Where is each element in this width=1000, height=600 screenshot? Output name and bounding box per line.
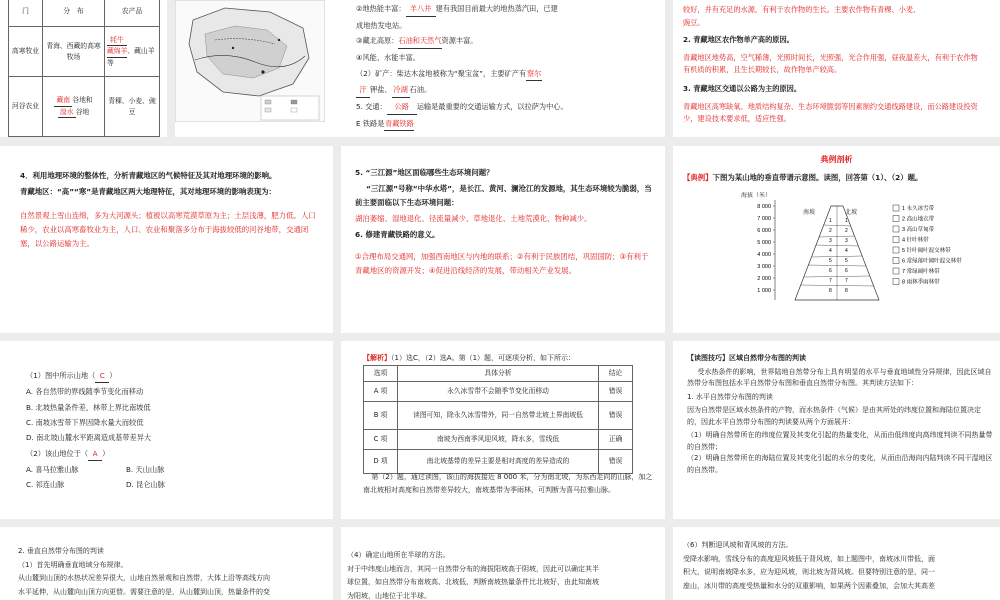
body-heading: （6）判断迎风坡和背风坡的方法。 bbox=[683, 541, 793, 549]
legend-label: 7 常绿阔叶林带 bbox=[902, 269, 940, 275]
answer-blank: 冷湖 bbox=[392, 83, 410, 98]
cell-header-dist: 分 布 bbox=[43, 0, 105, 27]
zone-number: 4 bbox=[829, 248, 832, 254]
map-graphic bbox=[175, 0, 325, 122]
legend-swatch bbox=[893, 258, 899, 264]
zone-number: 3 bbox=[829, 238, 832, 244]
zone-number: 7 bbox=[829, 278, 832, 284]
table-header: 具体分析 bbox=[398, 366, 599, 382]
table-cell: C 项 bbox=[364, 429, 398, 449]
slide-9[interactable] bbox=[673, 341, 1000, 519]
table-cell: 错误 bbox=[599, 449, 633, 473]
table-cell: 错误 bbox=[599, 401, 633, 429]
body-text: 受降水影响，雪线分布的高度迎风坡低于背风坡，如上题图中，南坡冰川带低，面 bbox=[683, 554, 935, 563]
legend-swatch bbox=[893, 279, 899, 285]
answer-text: ①合理布局交通网，加强西南地区与内地的联系；②有利于民族团结，巩固国防；③有利于青藏地区的资源开发；④促进沿线经济的发展，带动相关产业发展。 bbox=[355, 252, 649, 276]
legend-label: 3 高山草甸带 bbox=[902, 227, 935, 233]
text-line: 资源丰富。 bbox=[441, 36, 478, 46]
cell-text: 谷地和 bbox=[72, 95, 93, 104]
question-text: ） bbox=[102, 448, 110, 458]
legend-label: 8 雨林季雨林带 bbox=[902, 279, 940, 286]
body-heading: 2. 垂直自然带分布图的判读 bbox=[18, 547, 104, 555]
table-cell: 错误 bbox=[599, 381, 633, 401]
body-text: （2）明确自然带所在的海陆位置及其变化引起的水分的变化，从而由沿海向内陆判读不同干湿地区的自然带。 bbox=[687, 454, 993, 474]
cell-text: 谷地 bbox=[75, 107, 90, 116]
body-text: 受水热条件的影响，世界陆地自然带分布上具有明显的水平与垂直地域性分异规律，因此区域自然带分布图包括水平自然带分布图和垂直自然带分布图。其判读方法如下： bbox=[687, 367, 992, 388]
zone-number: 3 bbox=[845, 238, 848, 244]
y-tick-label: 1 000 bbox=[757, 288, 771, 294]
cell-header-prod: 农产品 bbox=[105, 0, 160, 27]
body-text: 为阳坡，山地位于北半球。 bbox=[347, 591, 431, 600]
north-slope-label: 北坡 bbox=[845, 210, 858, 216]
table-header: 结论 bbox=[599, 366, 633, 382]
legend-label: 6 常绿落叶阔叶混交林带 bbox=[902, 258, 962, 265]
question-text: （2）该山地位于（ bbox=[26, 448, 89, 458]
zone-number: 7 bbox=[845, 278, 848, 284]
body-text: （1）明确自然带所在的纬度位置及其变化引起的热量变化，从而由低纬度向高纬度判读不同热量带的自然带； bbox=[687, 431, 993, 451]
y-tick-label: 7 000 bbox=[757, 216, 771, 222]
text-line: 5. 交通： bbox=[356, 102, 387, 112]
option-d: D. 南北坡山麓水平距离造成基带差异大 bbox=[26, 433, 152, 443]
y-axis-label: 海拔（米） bbox=[741, 193, 772, 199]
text-line: 成地热发电站。 bbox=[356, 20, 407, 30]
legend-swatch bbox=[893, 226, 899, 232]
zone-number: 8 bbox=[829, 288, 832, 294]
table-cell: A 项 bbox=[364, 381, 398, 401]
body-text: 因为自然带是区域水热条件的产物，而水热条件（气候）是由其所处的纬度位置和海陆位置决定的，因此水平自然带分布图的判读要从两个方面展开： bbox=[687, 406, 981, 426]
cell-dist: 青海、西藏的高寒牧场 bbox=[43, 27, 105, 77]
y-tick-label: 6 000 bbox=[757, 228, 771, 234]
slide-8[interactable] bbox=[341, 341, 665, 519]
body-text: 对于中纬度山地而言，其同一自然带分布的海拔阳坡高于阴坡，因此可以确定其半 bbox=[347, 564, 599, 573]
legend-swatch bbox=[893, 247, 899, 253]
answer-text: 青藏地区高寒缺氧、地质结构复杂、生态环境脆弱等因素制约交通线路建设，而公路建设投资少，建设技术要求低，适应性强。 bbox=[683, 101, 978, 124]
legend-label: 5 针叶阔叶混交林带 bbox=[902, 248, 951, 254]
legend-swatch bbox=[893, 237, 899, 243]
y-tick-label: 2 000 bbox=[757, 276, 771, 282]
legend bbox=[893, 204, 962, 286]
text-line: ③藏北高原： bbox=[356, 36, 399, 46]
analysis-tag: 【解析】 bbox=[363, 354, 391, 362]
cell-type: 高寒牧业 bbox=[9, 27, 43, 77]
question-text: 下图为某山地的垂直带谱示意图。读图，回答第（1）、（2）题。 bbox=[712, 173, 923, 182]
slide-3[interactable] bbox=[673, 0, 1000, 137]
answer-blank: 石油和天然气 bbox=[398, 34, 441, 49]
zone-number: 2 bbox=[845, 228, 848, 234]
question-heading: 5. “三江源”地区面临哪些生态环境问题？ bbox=[355, 168, 494, 177]
body-text: 球位置，如自然带分布南坡高、北坡低，判断南坡热量条件比北坡好，由此知南坡 bbox=[347, 578, 599, 587]
cell-header-type: 门 bbox=[9, 0, 43, 27]
slide-2[interactable] bbox=[175, 0, 665, 137]
slide-11[interactable] bbox=[341, 527, 665, 600]
answer-choice: A bbox=[88, 447, 102, 461]
body-text: （1）首先明确垂直地域分布规律。 bbox=[18, 560, 128, 569]
option-b: B. 天山山脉 bbox=[126, 464, 165, 474]
example-tag: 【典例】 bbox=[683, 173, 713, 182]
cell-type: 河谷农业 bbox=[9, 77, 43, 137]
option-c: C. 南坡冰雪带下界因降水量大而较低 bbox=[26, 417, 144, 427]
agriculture-table bbox=[8, 0, 160, 137]
text-line: 石油。 bbox=[409, 85, 432, 95]
option-a: A. 各自然带的界线随季节变化而移动 bbox=[26, 387, 144, 397]
question-heading: 3. 青藏地区交通以公路为主的原因。 bbox=[683, 83, 802, 93]
table-cell: 南坡为西南季风迎风坡，降水多，雪线低 bbox=[398, 429, 599, 449]
zone-number: 1 bbox=[829, 218, 832, 224]
question-heading: 4．利用地理环境的整体性，分析青藏地区的气候特征及其对地理环境的影响。 bbox=[20, 171, 277, 180]
question-desc: “三江源”号称“中华水塔”，是长江、黄河、澜沧江的发源地，其生态环境较为脆弱，当前主要面临以下生态环境问题： bbox=[355, 184, 652, 208]
answer-text: 较好，并有充足的水源，有利于农作物的生长。主要农作物有青稞、小麦、 bbox=[683, 5, 921, 14]
body-text: 水平延伸，从山麓向山顶方向更替。需要注意的是，从山麓到山顶，热量条件的变 bbox=[18, 587, 270, 596]
table-header: 选项 bbox=[364, 366, 398, 382]
option-b: B. 北坡热量条件差，林带上界比南坡低 bbox=[26, 402, 151, 412]
zone-number: 2 bbox=[829, 228, 832, 234]
cell-text: 、藏山羊等 bbox=[107, 47, 155, 67]
zone-number: 6 bbox=[829, 268, 832, 274]
table-cell: B 项 bbox=[364, 401, 398, 429]
text-line: （2）矿产：柴达木盆地被称为“聚宝盆”，主要矿产有 bbox=[356, 68, 527, 78]
slide-12[interactable] bbox=[673, 527, 1000, 600]
answer-blank: 牦牛 bbox=[107, 35, 127, 47]
legend-label: 2 高山地衣带 bbox=[902, 216, 935, 223]
legend-swatch bbox=[893, 205, 899, 211]
y-tick-label: 8 000 bbox=[757, 204, 771, 210]
body-text: 积大，说明南坡降水多，应为迎风坡，则北坡为背风坡。但要特别注意的是，同一 bbox=[683, 568, 935, 577]
y-tick-label: 5 000 bbox=[757, 240, 771, 246]
legend-label: 1 永久冰雪带 bbox=[902, 206, 935, 212]
answer-text: 青藏地区地势高，空气稀薄，光照时间长，光照强，光合作用强，昼夜温差大，有利于农作物有机质的积累，且生长期较长，故作物单产较高。 bbox=[683, 52, 978, 75]
text-line: 运输是最重要的交通运输方式，以拉萨为中心。 bbox=[416, 102, 568, 112]
answer-choice: C bbox=[95, 369, 109, 383]
answer-text: 自然景观上雪山连绵，多为大河源头；植被以高寒荒漠草原为主；土层浅薄，肥力低。人口稀少，农业以高寒畜牧业为主，人口、农业和聚落多分布于海拔较低的河谷地带，交通闭塞，以公路运输为主。 bbox=[20, 211, 316, 249]
y-tick-label: 4 000 bbox=[757, 252, 771, 258]
option-a: A. 喜马拉雅山脉 bbox=[26, 464, 79, 474]
analysis-table bbox=[363, 365, 633, 474]
cell-dist bbox=[43, 77, 105, 137]
option-d: D. 昆仑山脉 bbox=[126, 480, 165, 490]
answer-blank: 察尔 bbox=[526, 67, 542, 82]
answer-text: 豌豆。 bbox=[683, 17, 705, 27]
y-axis bbox=[741, 192, 775, 300]
slide-4[interactable] bbox=[0, 146, 333, 333]
zone-number: 5 bbox=[829, 258, 832, 264]
cell-prod bbox=[105, 27, 160, 77]
question-heading: 2. 青藏地区农作物单产高的原因。 bbox=[683, 35, 794, 45]
answer-blank: 羊八井 bbox=[406, 2, 436, 17]
body-heading: 1. 水平自然带分布图的判读 bbox=[687, 392, 773, 401]
text-line: 建有我国目前最大的地热蒸汽田，已建 bbox=[435, 4, 558, 13]
table-cell: 正确 bbox=[599, 429, 633, 449]
text-line: 钾盐、 bbox=[370, 85, 392, 95]
mountain bbox=[795, 206, 879, 300]
answer-blank: 公路 bbox=[387, 100, 417, 115]
section-title: 典例剖析 bbox=[820, 155, 853, 164]
question-text: ） bbox=[109, 371, 117, 380]
south-slope-label: 南坡 bbox=[803, 210, 816, 216]
slide-5[interactable] bbox=[341, 146, 665, 333]
table-cell: 永久冰雪带不会随季节变化而移动 bbox=[398, 381, 599, 401]
zone-number: 4 bbox=[845, 248, 848, 254]
y-tick-label: 3 000 bbox=[757, 264, 771, 270]
answer-text: 湖泊萎缩、湿地退化、径流量减少、草地退化、土地荒漠化、物种减少。 bbox=[355, 214, 592, 224]
answer-blank: 汗 bbox=[356, 83, 370, 98]
question-text: （1）图中所示山地（ bbox=[26, 371, 96, 380]
zone-number: 8 bbox=[845, 288, 848, 294]
analysis-intro: （1）选C，（2）选A。第（1）题，可逐项分析，如下所示： bbox=[391, 354, 576, 362]
slide-7[interactable] bbox=[0, 341, 333, 519]
example-question bbox=[683, 172, 993, 184]
text-line: ④风能、水能丰富。 bbox=[356, 53, 420, 63]
cell-prod: 青稞、小麦、豌豆 bbox=[105, 77, 160, 137]
body-text: 从山麓到山顶的水热状况差异很大，山地自然景观和自然带，大体上沿等高线方向 bbox=[18, 574, 270, 583]
slide-1[interactable] bbox=[0, 0, 167, 137]
table-cell: D 项 bbox=[364, 449, 398, 473]
answer-blank: 青藏铁路 bbox=[384, 117, 414, 132]
slide-6[interactable] bbox=[673, 146, 1000, 333]
section-title: 【读图技巧】区域自然带分布图的判读 bbox=[687, 354, 806, 362]
answer-blank: 藏南 bbox=[54, 95, 72, 107]
table-cell: 读图可知，除永久冰雪带外，同一自然带北坡上界南坡低 bbox=[398, 401, 599, 429]
text-line: ②地热能丰富： bbox=[356, 4, 406, 13]
answer-blank: 湟水 bbox=[58, 107, 76, 119]
slide-2-text bbox=[356, 2, 661, 133]
question-heading: 6. 修建青藏铁路的意义。 bbox=[355, 230, 440, 240]
text-line: E 铁路是 bbox=[356, 118, 385, 128]
option-c: C. 祁连山脉 bbox=[26, 480, 65, 490]
zone-number: 1 bbox=[845, 218, 848, 224]
zone-number: 6 bbox=[845, 268, 848, 274]
answer-blank: 藏绵羊 bbox=[107, 46, 127, 58]
legend-swatch bbox=[893, 216, 899, 222]
question-sub: 青藏地区：“高”“寒”是青藏地区两大地理特征，其对地理环境的影响表现为： bbox=[20, 187, 276, 197]
slide-10[interactable] bbox=[0, 527, 333, 600]
body-text: 座山，冰川带的高度受热量和水分的双重影响，如果两个因素叠加，会加大其高差 bbox=[683, 581, 935, 590]
analysis-part2: 第（2）题，通过读图，该山的海拔接近 8 000 米，分为南北坡，为东西走向的山脉，加之南北坡相对高度和自然带差异较大，南坡基带为季雨林，可判断为喜马拉雅山脉。 bbox=[363, 473, 653, 494]
zone-number: 5 bbox=[845, 258, 848, 264]
body-heading: （4）确定山地所在半球的方法。 bbox=[347, 551, 450, 559]
legend-swatch bbox=[893, 268, 899, 274]
vertical-zonation-diagram bbox=[733, 192, 963, 314]
legend-label: 4 针叶林带 bbox=[902, 237, 929, 244]
table-cell: 南北坡基带的差异主要是相对高度的差异造成的 bbox=[398, 449, 599, 473]
tibet-map bbox=[175, 0, 325, 122]
